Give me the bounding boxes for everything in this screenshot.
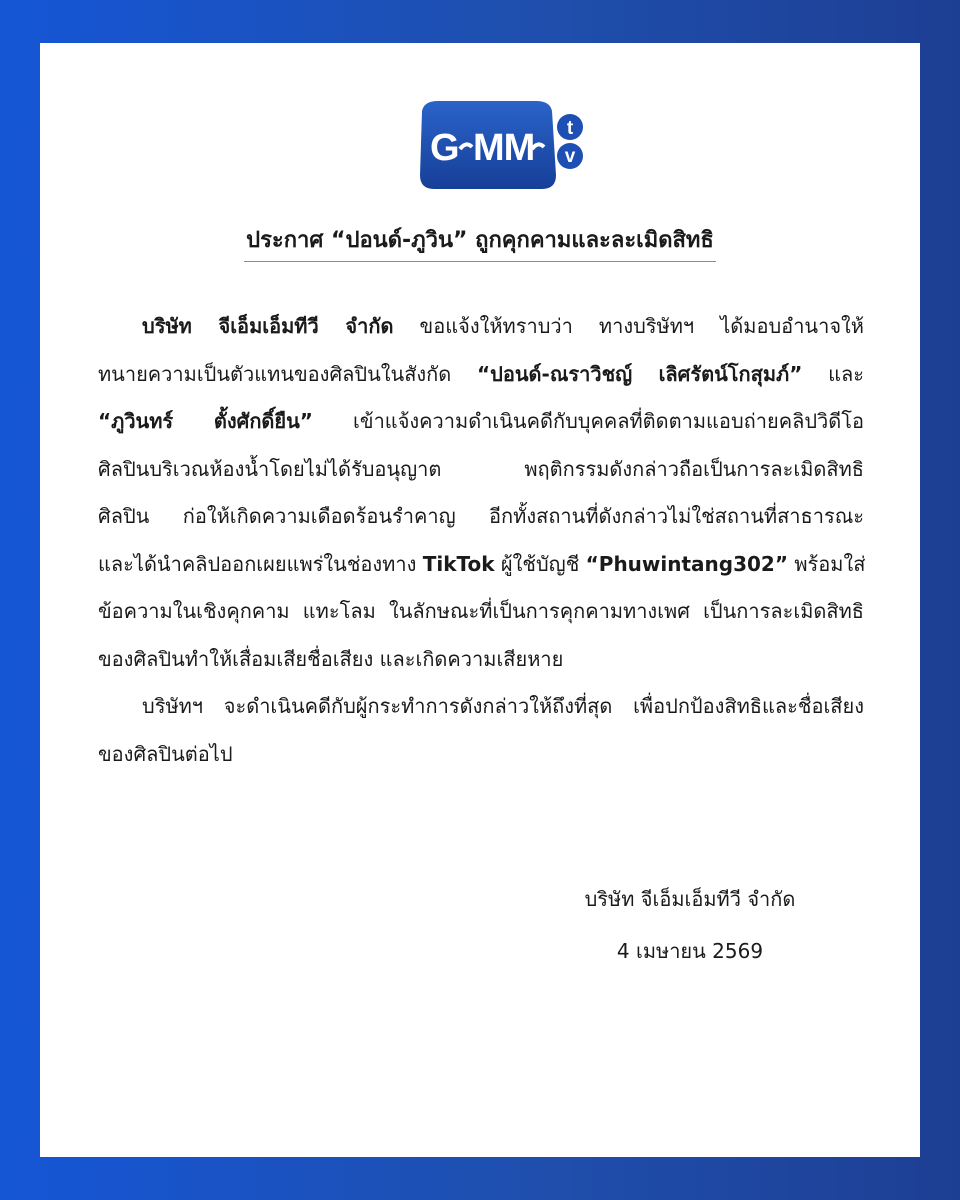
svg-text:v: v [564,146,576,167]
company-name-bold: บริษัท จีเอ็มเอ็มทีวี จำกัด [142,314,394,338]
body-line-10: ของศิลปินต่อไป [98,741,233,766]
body-line-6-pre: และได้นำคลิปออกเผยแพร่ในช่องทาง [98,551,423,576]
artist-name-1: “ปอนด์-ณราวิชญ์ เลิศรัตน์โกสุมภ์” [477,361,803,386]
signature-company: บริษัท จีเอ็มเอ็มทีวี จำกัด [584,887,796,911]
announcement-page [40,43,920,1157]
account-name: “Phuwintang302” [585,551,788,576]
announcement-title: ประกาศ “ปอนด์-ภูวิน” ถูกคุกคามและละเมิดสิทธิ [244,227,716,262]
body-line-9: บริษัทฯ จะดำเนินคดีกับผู้กระทำการดังกล่าวให้ถึงที่สุด เพื่อปกป้องสิทธิและชื่อเสียง [142,694,864,718]
gmmtv-logo [416,97,592,203]
svg-text:G: G [430,127,459,169]
body-line-2-post: และ [802,361,864,386]
svg-text:t: t [566,118,574,139]
body-line-2-pre: ทนายความเป็นตัวแทนของศิลปินในสังกัด [98,361,478,386]
body-line-1 [98,303,864,351]
body-line-3 [98,398,864,446]
body-line-4: ศิลปินบริเวณห้องน้ำโดยไม่ได้รับอนุญาต พฤติกรรมดังกล่าวถือเป็นการละเมิดสิทธิ [98,456,864,481]
body-line-6-mid: ผู้ใช้บัญชี [494,551,586,576]
platform-name: TikTok [422,551,495,576]
signature-block [480,873,900,977]
body-line-5: ศิลปิน ก่อให้เกิดความเดือดร้อนรำคาญ อีกทั้งสถานที่ดังกล่าวไม่ใช่สถานที่สาธารณะ [98,504,864,528]
body-line-6 [98,541,864,589]
body-line-1-text: ขอแจ้งให้ทราบว่า ทางบริษัทฯ ได้มอบอำนาจให้ [393,314,864,338]
body-line-8: ของศิลปินทำให้เสื่อมเสียชื่อเสียง และเกิดความเสียหาย [98,646,564,671]
body-line-3-text: เข้าแจ้งความดำเนินคดีกับบุคคลที่ติดตามแอบถ่ายคลิปวิดีโอ [312,409,864,433]
signature-date: 4 เมษายน 2569 [616,939,764,963]
body-line-6-post: พร้อมใส่ [788,551,866,576]
announcement-body [98,303,864,778]
svg-text:MM: MM [473,127,535,169]
body-line-2 [98,351,864,399]
title-container [40,227,920,262]
body-line-7: ข้อความในเชิงคุกคาม แทะโลม ในลักษณะที่เป็นการคุกคามทางเพศ เป็นการละเมิดสิทธิ [98,599,864,623]
artist-name-2: “ภูวินทร์ ตั้งศักดิ์ยืน” [98,409,313,433]
